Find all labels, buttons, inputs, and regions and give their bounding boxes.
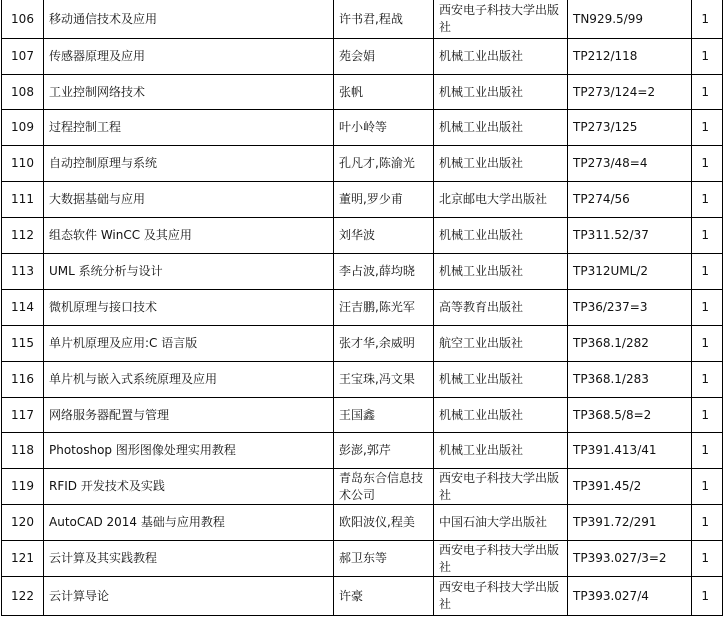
call-number-cell: TP368.1/282 <box>568 326 692 362</box>
quantity-cell: 1 <box>692 577 723 616</box>
row-number-cell: 108 <box>2 75 44 110</box>
table-row <box>2 433 723 469</box>
publisher-cell: 机械工业出版社 <box>434 110 568 146</box>
book-title-cell: 网络服务器配置与管理 <box>44 398 334 433</box>
publisher-cell: 航空工业出版社 <box>434 326 568 362</box>
table-row <box>2 398 723 433</box>
book-title-cell: 大数据基础与应用 <box>44 182 334 218</box>
author-cell: 青岛东合信息技术公司 <box>334 469 434 505</box>
table-row <box>2 362 723 398</box>
table-body <box>2 0 723 616</box>
row-number-cell: 110 <box>2 146 44 182</box>
author-cell: 许书君,程战 <box>334 0 434 39</box>
quantity-cell: 1 <box>692 182 723 218</box>
publisher-cell: 机械工业出版社 <box>434 254 568 290</box>
call-number-cell: TP212/118 <box>568 39 692 75</box>
row-number-cell: 119 <box>2 469 44 505</box>
author-cell: 苑会娟 <box>334 39 434 75</box>
row-number-cell: 120 <box>2 505 44 541</box>
table-row <box>2 218 723 254</box>
call-number-cell: TP311.52/37 <box>568 218 692 254</box>
publisher-cell: 西安电子科技大学出版社 <box>434 577 568 616</box>
table-row <box>2 75 723 110</box>
book-title-cell: 单片机原理及应用:C 语言版 <box>44 326 334 362</box>
row-number-cell: 107 <box>2 39 44 75</box>
quantity-cell: 1 <box>692 0 723 39</box>
author-cell: 董明,罗少甫 <box>334 182 434 218</box>
book-title-cell: 微机原理与接口技术 <box>44 290 334 326</box>
table-row <box>2 0 723 39</box>
table-row <box>2 577 723 616</box>
table-row <box>2 146 723 182</box>
quantity-cell: 1 <box>692 254 723 290</box>
book-title-cell: 自动控制原理与系统 <box>44 146 334 182</box>
table-row <box>2 541 723 577</box>
quantity-cell: 1 <box>692 398 723 433</box>
row-number-cell: 121 <box>2 541 44 577</box>
book-title-cell: RFID 开发技术及实践 <box>44 469 334 505</box>
row-number-cell: 112 <box>2 218 44 254</box>
row-number-cell: 111 <box>2 182 44 218</box>
row-number-cell: 109 <box>2 110 44 146</box>
book-title-cell: 组态软件 WinCC 及其应用 <box>44 218 334 254</box>
publisher-cell: 机械工业出版社 <box>434 398 568 433</box>
author-cell: 欧阳波仪,程美 <box>334 505 434 541</box>
call-number-cell: TP393.027/4 <box>568 577 692 616</box>
book-title-cell: 云计算及其实践教程 <box>44 541 334 577</box>
author-cell: 汪吉鹏,陈光军 <box>334 290 434 326</box>
publisher-cell: 机械工业出版社 <box>434 362 568 398</box>
publisher-cell: 北京邮电大学出版社 <box>434 182 568 218</box>
table-row <box>2 110 723 146</box>
book-title-cell: AutoCAD 2014 基础与应用教程 <box>44 505 334 541</box>
author-cell: 郝卫东等 <box>334 541 434 577</box>
row-number-cell: 114 <box>2 290 44 326</box>
publisher-cell: 机械工业出版社 <box>434 218 568 254</box>
publisher-cell: 西安电子科技大学出版社 <box>434 541 568 577</box>
call-number-cell: TP36/237=3 <box>568 290 692 326</box>
quantity-cell: 1 <box>692 433 723 469</box>
quantity-cell: 1 <box>692 326 723 362</box>
row-number-cell: 115 <box>2 326 44 362</box>
table-row <box>2 182 723 218</box>
table-row <box>2 254 723 290</box>
call-number-cell: TP312UML/2 <box>568 254 692 290</box>
publisher-cell: 机械工业出版社 <box>434 146 568 182</box>
publisher-cell: 机械工业出版社 <box>434 75 568 110</box>
book-title-cell: 工业控制网络技术 <box>44 75 334 110</box>
quantity-cell: 1 <box>692 541 723 577</box>
author-cell: 刘华波 <box>334 218 434 254</box>
call-number-cell: TP273/48=4 <box>568 146 692 182</box>
author-cell: 叶小岭等 <box>334 110 434 146</box>
book-title-cell: 移动通信技术及应用 <box>44 0 334 39</box>
call-number-cell: TP391.72/291 <box>568 505 692 541</box>
quantity-cell: 1 <box>692 290 723 326</box>
book-title-cell: 过程控制工程 <box>44 110 334 146</box>
row-number-cell: 106 <box>2 0 44 39</box>
book-list-table <box>1 0 723 616</box>
row-number-cell: 113 <box>2 254 44 290</box>
call-number-cell: TP273/124=2 <box>568 75 692 110</box>
author-cell: 王国鑫 <box>334 398 434 433</box>
call-number-cell: TP391.413/41 <box>568 433 692 469</box>
table-row <box>2 505 723 541</box>
book-title-cell: 单片机与嵌入式系统原理及应用 <box>44 362 334 398</box>
publisher-cell: 机械工业出版社 <box>434 39 568 75</box>
call-number-cell: TP273/125 <box>568 110 692 146</box>
publisher-cell: 机械工业出版社 <box>434 433 568 469</box>
author-cell: 李占波,薛均晓 <box>334 254 434 290</box>
book-title-cell: 传感器原理及应用 <box>44 39 334 75</box>
call-number-cell: TP368.1/283 <box>568 362 692 398</box>
call-number-cell: TP368.5/8=2 <box>568 398 692 433</box>
row-number-cell: 122 <box>2 577 44 616</box>
call-number-cell: TP274/56 <box>568 182 692 218</box>
author-cell: 张才华,余威明 <box>334 326 434 362</box>
author-cell: 彭澎,郭芹 <box>334 433 434 469</box>
table-row <box>2 326 723 362</box>
book-title-cell: UML 系统分析与设计 <box>44 254 334 290</box>
quantity-cell: 1 <box>692 505 723 541</box>
quantity-cell: 1 <box>692 362 723 398</box>
quantity-cell: 1 <box>692 39 723 75</box>
call-number-cell: TN929.5/99 <box>568 0 692 39</box>
publisher-cell: 西安电子科技大学出版社 <box>434 0 568 39</box>
quantity-cell: 1 <box>692 146 723 182</box>
row-number-cell: 116 <box>2 362 44 398</box>
quantity-cell: 1 <box>692 218 723 254</box>
author-cell: 许豪 <box>334 577 434 616</box>
author-cell: 孔凡才,陈渝光 <box>334 146 434 182</box>
quantity-cell: 1 <box>692 110 723 146</box>
call-number-cell: TP393.027/3=2 <box>568 541 692 577</box>
row-number-cell: 118 <box>2 433 44 469</box>
table-row <box>2 39 723 75</box>
table-row <box>2 469 723 505</box>
publisher-cell: 高等教育出版社 <box>434 290 568 326</box>
publisher-cell: 中国石油大学出版社 <box>434 505 568 541</box>
row-number-cell: 117 <box>2 398 44 433</box>
book-title-cell: 云计算导论 <box>44 577 334 616</box>
book-title-cell: Photoshop 图形图像处理实用教程 <box>44 433 334 469</box>
quantity-cell: 1 <box>692 469 723 505</box>
publisher-cell: 西安电子科技大学出版社 <box>434 469 568 505</box>
author-cell: 张帆 <box>334 75 434 110</box>
call-number-cell: TP391.45/2 <box>568 469 692 505</box>
author-cell: 王宝珠,冯文果 <box>334 362 434 398</box>
quantity-cell: 1 <box>692 75 723 110</box>
table-row <box>2 290 723 326</box>
